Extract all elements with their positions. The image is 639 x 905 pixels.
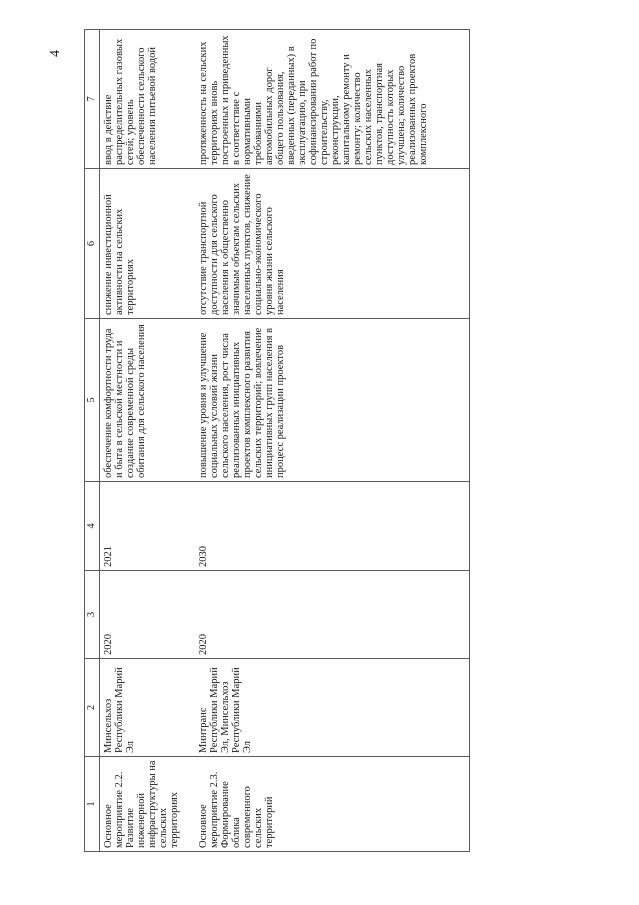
- measure-name-cell: Основное мероприятие 2.3. Формирование облика современного сельских территорий: [195, 757, 470, 852]
- column-header: 3: [85, 571, 100, 659]
- column-header: 1: [85, 757, 100, 852]
- table-header-row: [85, 30, 100, 852]
- column-header: 2: [85, 659, 100, 757]
- end-year-cell: 2030: [195, 482, 470, 571]
- table-row: [195, 30, 470, 852]
- consequences-cell: отсутствие транспортной доступности для сельского населения к общественно значимым объектам сельских населенных пунктов, снижение социально-экономического уровня жизни сельского населения: [195, 169, 470, 319]
- start-year-cell: 2020: [195, 571, 470, 659]
- indicators-cell: протяженность на сельских территориях вновь построенных и приведенных в соответствие с нормативными требованиями автомобильных дорог общего пользования, введенных (переданных) в эксплуатацию, при софинансировании работ по строительству, реконструкции, капитальному ремонту и ремонту; количество сельских населенных пунктов, транспортная доступность которых улучшена; количество реализованных проектов комплексного: [195, 30, 470, 169]
- column-header: 6: [85, 169, 100, 319]
- expected-result-cell: повышение уровня и улучшение социальных условий жизни сельского населения, рост числа реализованных инициативных проектов комплексного развития сельских территорий; вовлечение инициативных групп населения в процесс реализации проектов: [195, 319, 470, 482]
- end-year-cell: 2021: [100, 482, 195, 571]
- measures-table: [84, 29, 470, 852]
- column-header: 5: [85, 319, 100, 482]
- table-row: [100, 30, 195, 852]
- consequences-cell: снижение инвестиционной активности на сельских территориях: [100, 169, 195, 319]
- indicators-cell: ввод в действие распределительных газовых сетей; уровень обеспеченности сельского населения питьевой водой: [100, 30, 195, 169]
- expected-result-cell: обеспечение комфортности труда и быта в сельской местности и создание современной среды обитания для сельского населения: [100, 319, 195, 482]
- executor-cell: Минсельхоз Республики Марий Эл: [100, 659, 195, 757]
- measure-name-cell: Основное мероприятие 2.2. Развитие инженерной инфраструктуры на сельских территориях: [100, 757, 195, 852]
- column-header: 7: [85, 30, 100, 169]
- column-header: 4: [85, 482, 100, 571]
- page-number: 4: [48, 50, 63, 57]
- executor-cell: Минтранс Республики Марий Эл, Минсельхоз Республики Марий Эл: [195, 659, 470, 757]
- start-year-cell: 2020: [100, 571, 195, 659]
